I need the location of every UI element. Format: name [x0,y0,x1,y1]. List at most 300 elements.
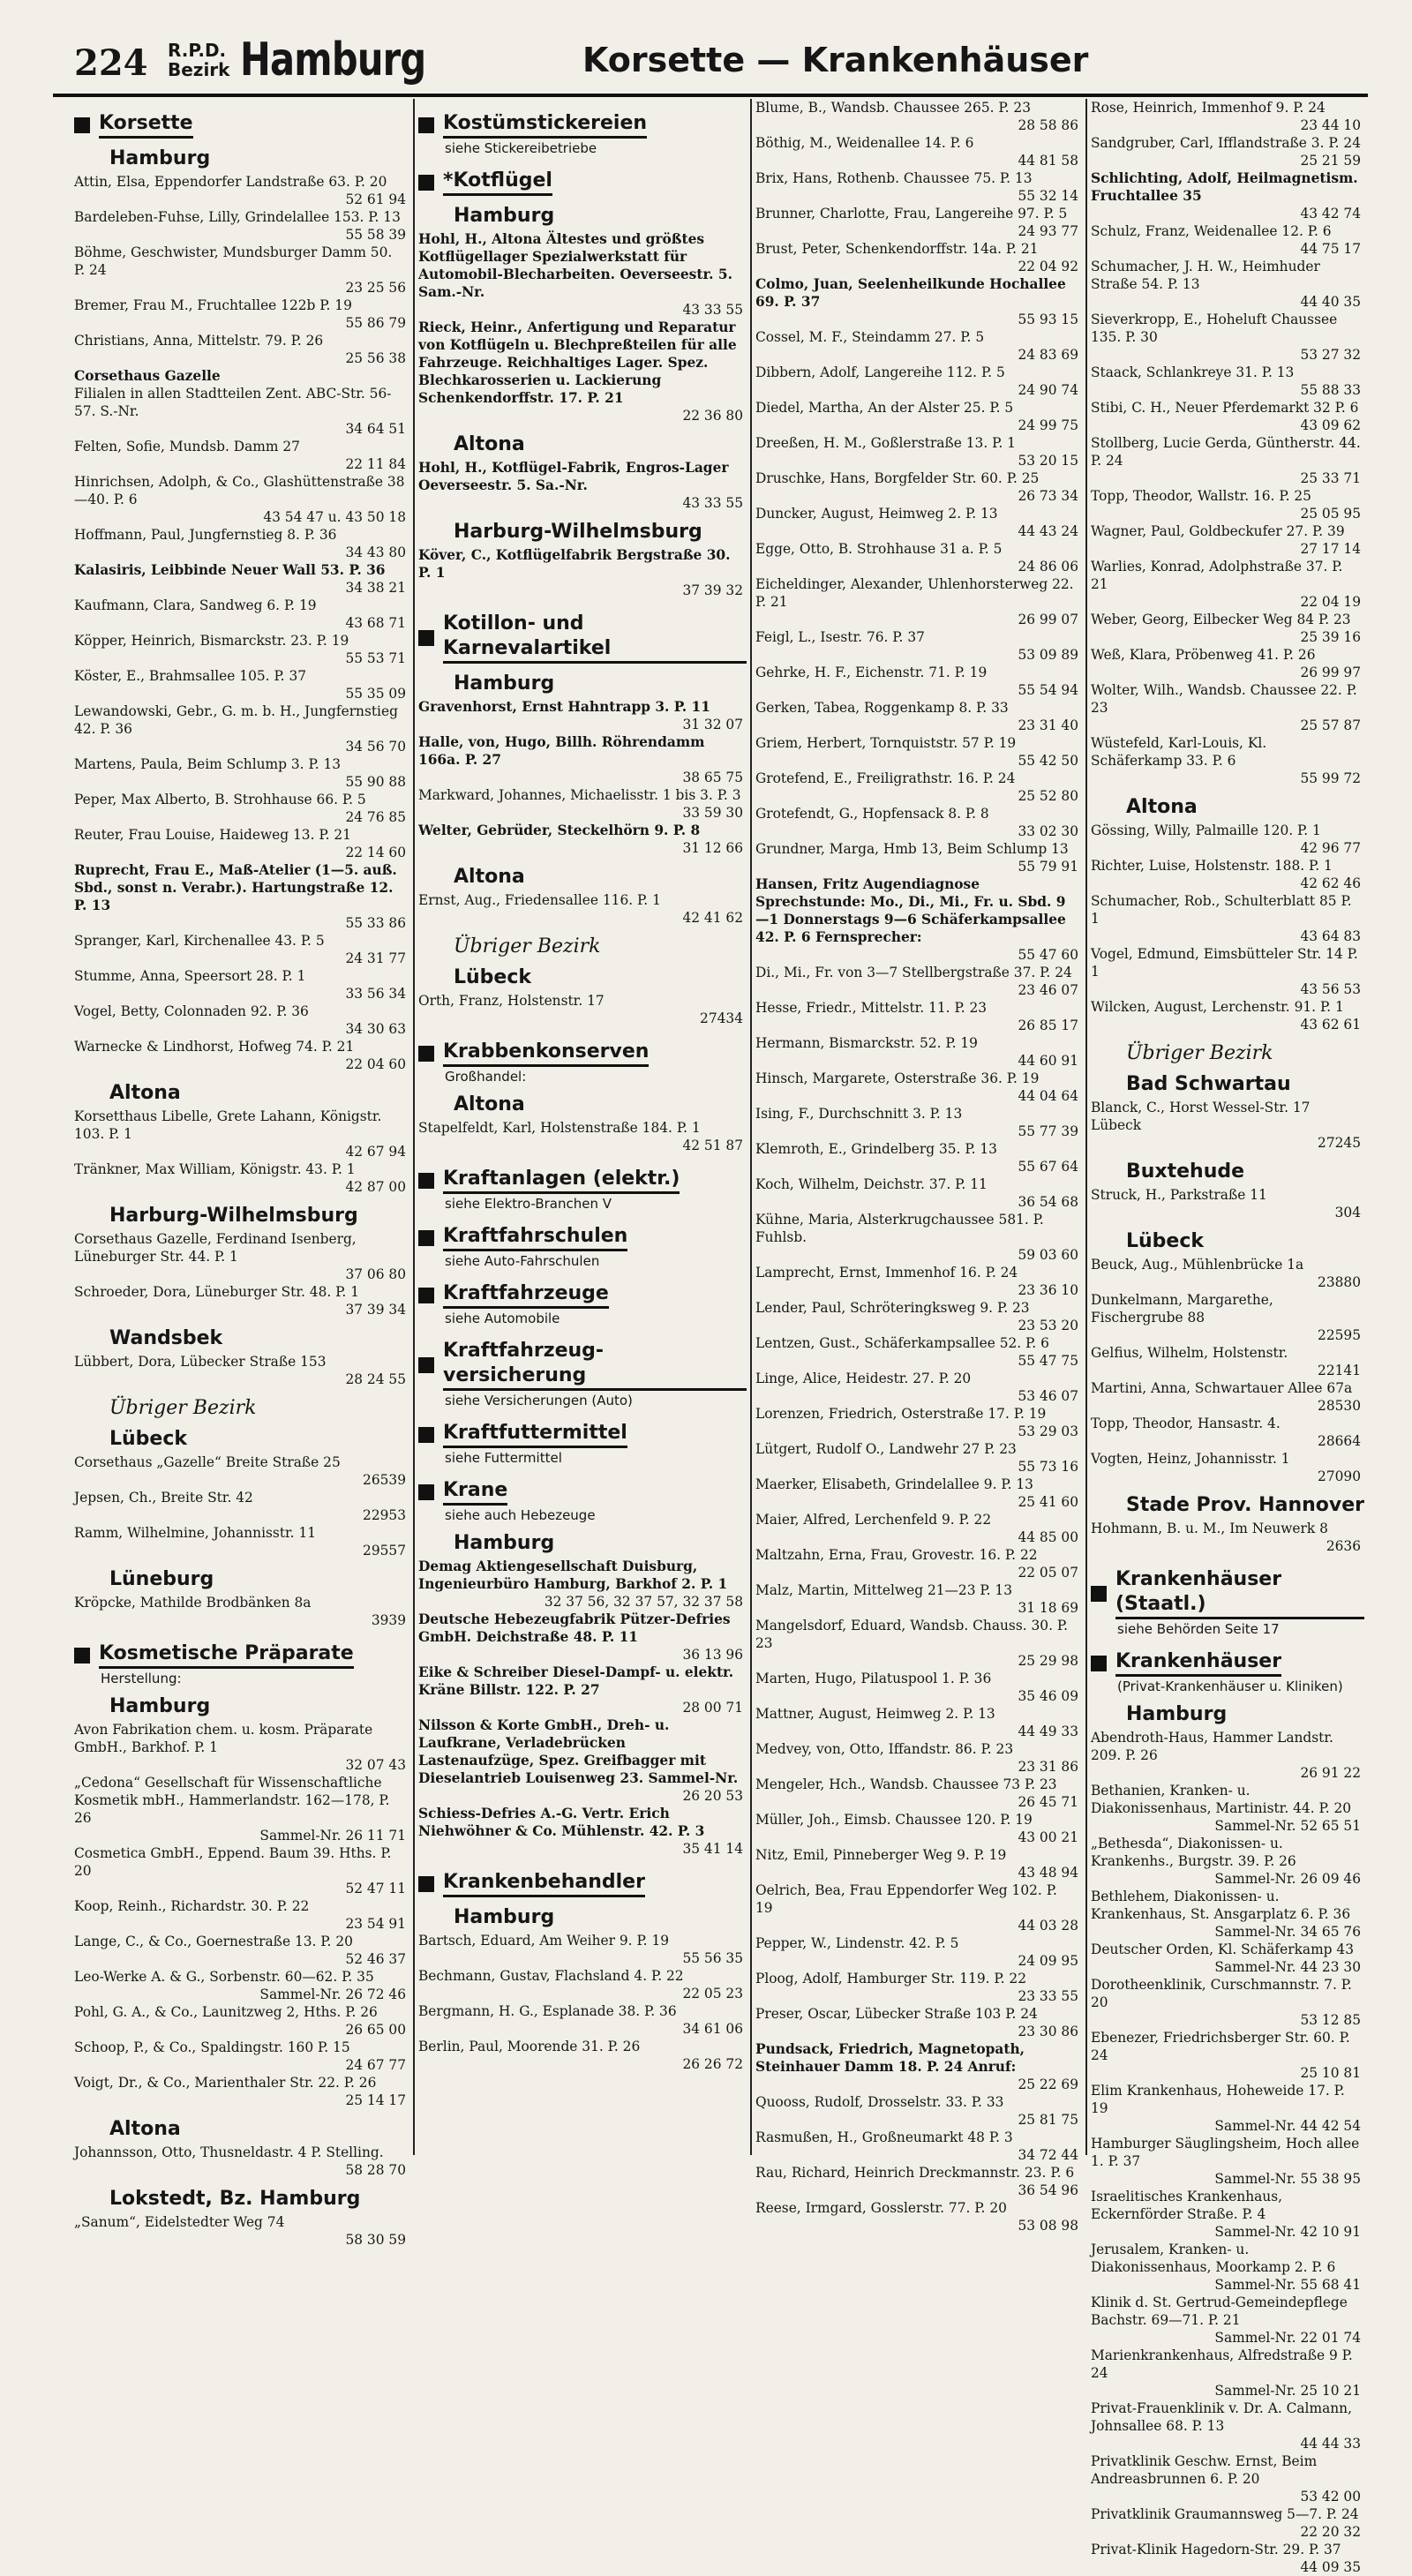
list-item [755,1881,1082,1934]
phone-number: 22 36 80 [682,408,743,424]
locality-heading: Übriger Bezirk [454,935,601,958]
phone-number: 31 18 69 [1018,1600,1078,1616]
phone-number: 42 41 62 [682,910,743,926]
phone-number: 55 93 15 [1018,312,1078,327]
entry-name: Ruprecht, Frau E., Maß-Atelier (1—5. auß. Sbd., sonst n. Verabr.). Hartungstraße 12. P. 13 [74,862,397,913]
list-item [74,385,409,438]
entry-name: Pepper, W., Lindenstr. 42. P. 5 [755,1935,959,1951]
section-heading [1091,1649,1364,1694]
entry-name: Martini, Anna, Schwartauer Allee 67a [1091,1380,1353,1396]
section-square-icon [1091,1656,1107,1671]
entry-name: Hoffmann, Paul, Jungfernstieg 8. P. 36 [74,527,337,543]
section-title: Krabbenkonserven [443,1040,649,1067]
list-item [74,597,409,632]
phone-number: 37 39 34 [345,1302,406,1318]
locality-heading: Hamburg [454,205,555,227]
phone-number: 36 13 96 [682,1647,743,1663]
locality-heading: Stade Prov. Hannover [1126,1494,1364,1516]
list-item [755,1105,1082,1140]
phone-number: 23 53 20 [1018,1318,1078,1333]
entry-name: Blume, B., Wandsb. Chaussee 265. P. 23 [755,100,1032,116]
entry-name: Schiess-Defries A.-G. Vertr. Erich Niehwöhner & Co. Mühlenstr. 42. P. 3 [418,1806,705,1839]
entry-name: Brust, Peter, Schenkendorffstr. 14a. P. 21 [755,241,1039,257]
phone-number: 24 31 77 [345,950,406,966]
entry-name: Koch, Wilhelm, Deichstr. 37. P. 11 [755,1176,988,1192]
entry-name: Demag Aktiengesellschaft Duisburg, Ingenieurbüro Hamburg, Barkhof 2. P. 1 [418,1558,728,1592]
phone-number: 55 77 39 [1018,1123,1078,1139]
phone-number: 42 51 87 [682,1138,743,1153]
phone-number: 38 65 75 [682,770,743,785]
phone-number: 33 56 34 [345,986,406,1002]
entry-name: Schoop, P., & Co., Spaldingstr. 160 P. 15 [74,2039,350,2055]
list-item [418,1805,747,1858]
phone-number: 23 33 55 [1018,1988,1078,2004]
phone-number: 55 90 88 [345,774,406,790]
list-item [74,2074,409,2109]
phone-number: 36 54 68 [1018,1194,1078,1210]
entry-name: Peper, Max Alberto, B. Strohhause 66. P. 5 [74,792,366,807]
list-item [755,2199,1082,2234]
entry-name: Wolter, Wilh., Wandsb. Chaussee 22. P. 23 [1091,682,1357,716]
phone-number: 44 40 35 [1300,294,1361,310]
section-heading [418,1167,747,1212]
section-subtitle: siehe Elektro-Branchen V [445,1196,612,1212]
section-subtitle: Herstellung: [101,1671,182,1686]
section-heading [418,612,747,664]
phone-number: 55 32 14 [1018,188,1078,204]
phone-number: 35 41 14 [682,1841,743,1857]
locality-heading: Harburg-Wilhelmsburg [454,521,702,543]
phone-number: 26 45 71 [1018,1794,1078,1810]
list-item [1091,945,1364,998]
column-3 [755,99,1082,2234]
entry-name: Ising, F., Durchschnitt 3. P. 13 [755,1106,963,1122]
section-title: Korsette — Krankenhäuser [582,41,1089,79]
section-subtitle: siehe Automobile [445,1311,560,1326]
locality-heading: Hamburg [109,1695,211,1717]
entry-name: Feigl, L., Isestr. 76. P. 37 [755,629,925,645]
entry-name: Voigt, Dr., & Co., Marienthaler Str. 22. P. 26 [74,2075,377,2091]
phone-number: 32 37 56, 32 37 57, 32 37 58 [544,1594,743,1610]
entry-name: Gelfius, Wilhelm, Holstenstr. [1091,1345,1288,1361]
phone-number: 23 36 10 [1018,1282,1078,1298]
section-title: *Kotflügel [443,169,552,196]
list-item [755,1670,1082,1705]
phone-number: 55 56 35 [682,1950,743,1966]
phone-number: 26 91 22 [1300,1765,1361,1781]
entry-name: Gravenhorst, Ernst Hahntrapp 3. P. 11 [418,699,710,715]
list-item [1091,487,1364,522]
entry-name: Kröpcke, Mathilde Brodbänken 8a [74,1595,312,1611]
phone-number: Sammel-Nr. 25 10 21 [1214,2383,1361,2399]
list-item [1091,2082,1364,2135]
list-item [755,540,1082,575]
phone-number: 44 60 91 [1018,1053,1078,1069]
entry-name: Marten, Hugo, Pilatuspool 1. P. 36 [755,1671,992,1686]
phone-number: Sammel-Nr. 55 68 41 [1214,2277,1361,2293]
phone-number: 43 00 21 [1018,1829,1078,1845]
entry-name: Corsethaus Gazelle [74,368,221,384]
list-item [755,1299,1082,1334]
entry-name: Lamprecht, Ernst, Immenhof 16. P. 24 [755,1265,1018,1280]
list-item [755,505,1082,540]
list-item [1091,1344,1364,1379]
entry-name: Malz, Martin, Mittelweg 21—23 P. 13 [755,1582,1013,1598]
phone-number: 34 61 06 [682,2021,743,2037]
entry-name: Privat-Frauenklinik v. Dr. A. Calmann, Johnsallee 68. P. 13 [1091,2400,1352,2434]
list-item [1091,2241,1364,2294]
section-title: Kraftfahrschulen [443,1224,627,1251]
phone-number: 25 41 60 [1018,1494,1078,1510]
entry-name: Schumacher, J. H. W., Heimhuder Straße 54. P. 13 [1091,259,1320,292]
entry-name: Sandgruber, Carl, Ifflandstraße 3. P. 24 [1091,135,1361,151]
list-item [755,99,1082,134]
list-item [755,1846,1082,1881]
list-item [755,575,1082,628]
list-item [1091,646,1364,681]
list-item [755,2129,1082,2164]
entry-name: Cossel, M. F., Steindamm 27. P. 5 [755,329,985,345]
phone-number: 26 26 72 [682,2056,743,2072]
entry-name: Gössing, Willy, Palmaille 120. P. 1 [1091,822,1321,838]
list-item [74,1353,409,1388]
phone-number: 26539 [363,1472,406,1488]
phone-number: 23 31 86 [1018,1759,1078,1775]
phone-number: 55 79 91 [1018,859,1078,875]
phone-number: 28 58 86 [1018,117,1078,133]
phone-number: 22 05 07 [1018,1565,1078,1581]
list-item [1091,2541,1364,2576]
section-heading [418,1478,747,1523]
list-item [755,1934,1082,1970]
entry-name: Wüstefeld, Karl-Louis, Kl. Schäferkamp 33. P. 6 [1091,735,1267,769]
list-item [755,399,1082,434]
list-item [755,1405,1082,1440]
section-heading [418,1421,747,1466]
list-item [74,526,409,561]
entry-name: Grotefend, E., Freiligrathstr. 16. P. 24 [755,770,1016,786]
list-item [74,2039,409,2074]
entry-name: Rose, Heinrich, Immenhof 9. P. 24 [1091,100,1326,116]
phone-number: 25 81 75 [1018,2112,1078,2128]
section-title-row [418,1478,747,1506]
phone-number: 26 65 00 [345,2022,406,2038]
section-title-row [418,1040,747,1067]
entry-name: Weß, Klara, Pröbenweg 41. P. 26 [1091,647,1316,663]
column-1 [74,99,409,2248]
list-item [74,1933,409,1968]
phone-number: 26 99 07 [1018,612,1078,627]
list-item [1091,2294,1364,2347]
phone-number: 34 64 51 [345,421,406,437]
phone-number: 3939 [371,1612,406,1628]
entry-name: Köster, E., Brahmsallee 105. P. 37 [74,668,307,684]
entry-name: Halle, von, Hugo, Billh. Röhrendamm 166a. P. 27 [418,734,705,768]
phone-number: 43 33 55 [682,495,743,511]
entry-name: Linge, Alice, Heidestr. 27. P. 20 [755,1371,972,1386]
phone-number: 28 24 55 [345,1371,406,1387]
list-item [74,1489,409,1524]
phone-number: 34 43 80 [345,544,406,560]
phone-number: 37 06 80 [345,1266,406,1282]
section-square-icon [418,1288,434,1303]
list-item [1091,2347,1364,2400]
entry-name: Stibi, C. H., Neuer Pferdemarkt 32 P. 6 [1091,400,1359,416]
list-item [1091,822,1364,857]
list-item [755,2005,1082,2040]
list-item [755,469,1082,505]
locality-heading: Lübeck [109,1428,188,1450]
list-item [74,1844,409,1897]
entry-name: Attin, Elsa, Eppendorfer Landstraße 63. P. 20 [74,174,387,190]
section-subtitle: siehe Auto-Fahrschulen [445,1253,600,1269]
list-item [74,1038,409,1073]
list-item [1091,2400,1364,2452]
entry-name: Bardeleben-Fuhse, Lilly, Grindelallee 153. P. 13 [74,209,401,225]
section-subtitle: siehe Behörden Seite 17 [1117,1621,1280,1637]
list-item [418,319,747,424]
phone-number: 27090 [1318,1468,1361,1484]
list-item [755,134,1082,169]
list-item [74,861,409,932]
section-title-row [418,612,747,664]
entry-name: Köver, C., Kotflügelfabrik Bergstraße 30. P. 1 [418,547,731,581]
phone-number: 22 04 19 [1300,594,1361,610]
entry-name: Filialen in allen Stadtteilen Zent. ABC-Str. 56-57. S.-Nr. [74,386,392,419]
list-item [1091,1888,1364,1941]
entry-name: Gehrke, H. F., Eichenstr. 71. P. 19 [755,665,988,680]
list-item [755,999,1082,1034]
phone-number: 22 04 92 [1018,259,1078,274]
entry-name: Bechmann, Gustav, Flachsland 4. P. 22 [418,1968,684,1984]
section-heading [418,1224,747,1269]
section-title: Kraftfahrzeuge [443,1281,609,1309]
entry-name: Warnecke & Lindhorst, Hofweg 74. P. 21 [74,1039,355,1055]
list-item [1091,2029,1364,2082]
locality-heading: Übriger Bezirk [109,1397,257,1419]
entry-name: Lange, C., & Co., Goernestraße 13. P. 20 [74,1934,353,1949]
section-subtitle: (Privat-Krankenhäuser u. Kliniken) [1117,1679,1343,1694]
list-item [74,1897,409,1933]
section-square-icon [74,1648,90,1664]
phone-number: 42 67 94 [345,1144,406,1160]
entry-name: Lütgert, Rudolf O., Landwehr 27 P. 23 [755,1441,1017,1457]
entry-name: Pohl, G. A., & Co., Launitzweg 2, Hths. P. 26 [74,2004,378,2020]
entry-name: Marienkrankenhaus, Alfredstraße 9 P. 24 [1091,2347,1353,2381]
column-4 [1091,99,1364,2575]
section-heading [418,1040,747,1085]
phone-number: 53 42 00 [1300,2489,1361,2505]
entry-name: Reuter, Frau Louise, Haideweg 13. P. 21 [74,827,351,843]
list-item [74,2213,409,2249]
phone-number: 44 43 24 [1018,523,1078,539]
entry-name: Hamburger Säuglingsheim, Hoch allee 1. P. 37 [1091,2136,1360,2169]
locality-heading: Hamburg [454,1532,555,1554]
entry-name: Bremer, Frau M., Fruchtallee 122b P. 19 [74,297,352,313]
list-item [755,2164,1082,2199]
list-item [74,1721,409,1774]
section-heading [74,111,409,139]
locality-heading: Hamburg [454,1906,555,1928]
locality-heading: Harburg-Wilhelmsburg [109,1205,358,1227]
phone-number: 43 54 47 u. 43 50 18 [263,509,406,525]
locality-heading: Altona [454,1093,525,1115]
entry-name: Müller, Joh., Eimsb. Chaussee 120. P. 19 [755,1812,1033,1828]
list-item [74,826,409,861]
phone-number: 24 93 77 [1018,223,1078,239]
list-item [1091,857,1364,892]
list-item [755,1546,1082,1581]
phone-number: 23 30 86 [1018,2024,1078,2039]
phone-number: 55 58 39 [345,227,406,243]
entry-name: Wilcken, August, Lerchenstr. 91. P. 1 [1091,999,1344,1015]
phone-number: 26 73 34 [1018,488,1078,504]
phone-number: 29557 [363,1543,406,1558]
phone-number: 22 04 60 [345,1056,406,1072]
column-divider [750,99,752,2155]
list-item [755,664,1082,699]
list-item [74,1283,409,1318]
entry-name: Rau, Richard, Heinrich Dreckmannstr. 23. P. 6 [755,2165,1075,2181]
entry-name: Gerken, Tabea, Roggenkamp 8. P. 33 [755,700,1009,716]
entry-name: Griem, Herbert, Tornquiststr. 57 P. 19 [755,735,1017,751]
section-title-row [74,1641,409,1669]
entry-name: Kühne, Maria, Alsterkrugchaussee 581. P. Fuhlsb. [755,1212,1044,1245]
page-header [53,32,1368,97]
entry-name: Ernst, Aug., Friedensallee 116. P. 1 [418,892,661,908]
phone-number: 34 72 44 [1018,2147,1078,2163]
entry-name: Grotefendt, G., Hopfensack 8. P. 8 [755,806,989,822]
entry-name: Wagner, Paul, Goldbeckufer 27. P. 39 [1091,523,1345,539]
list-item [418,2002,747,2038]
list-item [1091,1782,1364,1835]
entry-name: Brix, Hans, Rothenb. Chaussee 75. P. 13 [755,170,1033,186]
phone-number: 55 88 33 [1300,382,1361,398]
locality-heading: Lüneburg [109,1568,214,1590]
entry-name: Beuck, Aug., Mühlenbrücke 1a [1091,1257,1304,1273]
list-item [1091,399,1364,434]
phone-number: 31 32 07 [682,717,743,732]
list-item [418,786,747,822]
phone-number: 43 56 53 [1300,981,1361,997]
section-square-icon [418,1230,434,1246]
list-item [74,1160,409,1196]
list-item [74,1108,409,1160]
phone-number: 25 57 87 [1300,717,1361,733]
list-item [1091,1186,1364,1221]
phone-number: Sammel-Nr. 26 11 71 [259,1828,406,1844]
list-item [755,1175,1082,1211]
phone-number: Sammel-Nr. 52 65 51 [1214,1818,1361,1834]
list-item [755,1617,1082,1670]
list-item [755,1070,1082,1105]
list-item [755,1705,1082,1740]
list-item [74,932,409,967]
section-heading [418,1870,747,1897]
entry-name: Hinrichsen, Adolph, & Co., Glashüttenstraße 38—40. P. 6 [74,474,405,507]
list-item [418,230,747,319]
phone-number: 52 46 37 [345,1951,406,1967]
entry-name: Warlies, Konrad, Adolphstraße 37. P. 21 [1091,559,1343,592]
locality-heading: Hamburg [1126,1703,1228,1725]
list-item [755,434,1082,469]
entry-name: Spranger, Karl, Kirchenallee 43. P. 5 [74,933,325,949]
list-item [1091,892,1364,945]
list-item [755,699,1082,734]
list-item [1091,1099,1364,1152]
phone-number: 26 99 97 [1300,665,1361,680]
list-item [74,702,409,755]
locality-heading: Wandsbek [109,1327,223,1349]
list-item [74,967,409,1003]
locality-heading: Lokstedt, Bz. Hamburg [109,2188,361,2210]
list-item [74,1453,409,1489]
entry-name: Koop, Reinh., Richardstr. 30. P. 22 [74,1898,310,1914]
phone-number: 33 59 30 [682,805,743,821]
phone-number: 27 17 14 [1300,541,1361,557]
phone-number: 25 56 38 [345,350,406,366]
column-divider [413,99,415,2155]
section-heading [74,1641,409,1686]
phone-number: 27245 [1318,1135,1361,1151]
phone-number: 44 75 17 [1300,241,1361,257]
entry-name: Ploog, Adolf, Hamburger Str. 119. P. 22 [755,1971,1026,1986]
section-subtitle: siehe Versicherungen (Auto) [445,1393,633,1408]
entry-name: Köpper, Heinrich, Bismarckstr. 23. P. 19 [74,633,349,649]
section-title-row [418,1224,747,1251]
list-item [1091,1729,1364,1782]
entry-name: „Cedona“ Gesellschaft für Wissenschaftliche Kosmetik mbH., Hammerlandstr. 162—178, P. 26 [74,1775,390,1826]
entry-name: Stapelfeldt, Karl, Holstenstraße 184. P. 1 [418,1120,701,1136]
section-title-row [418,169,747,196]
entry-name: Di., Mi., Fr. von 3—7 Stellbergstraße 37. P. 24 [755,965,1072,980]
section-title-row [418,111,747,139]
list-item [74,1230,409,1283]
list-item [755,1370,1082,1405]
list-item [755,734,1082,770]
list-item [74,1594,409,1629]
phone-number: 55 53 71 [345,650,406,666]
entry-name: Topp, Theodor, Wallstr. 16. P. 25 [1091,488,1311,504]
list-item [74,755,409,791]
entry-name: Orth, Franz, Holstenstr. 17 [418,993,605,1009]
phone-number: 25 33 71 [1300,470,1361,486]
entry-name: Dunkelmann, Margarethe, Fischergrube 88 [1091,1292,1273,1326]
entry-name: Hansen, Fritz Augendiagnose Sprechstunde: Mo., Di., Mi., Fr. u. Sbd. 9—1 Donnerstags 9—6 Schäferkampsallee 42. P. 6 Fernsprecher: [755,876,1066,945]
phone-number: Sammel-Nr. 55 38 95 [1214,2171,1361,2187]
phone-number: 53 27 32 [1300,347,1361,363]
phone-number: 23 44 10 [1300,117,1361,133]
entry-name: Stumme, Anna, Speersort 28. P. 1 [74,968,306,984]
list-item [74,1524,409,1559]
phone-number: 22 14 60 [345,845,406,860]
entry-name: Bartsch, Eduard, Am Weiher 9. P. 19 [418,1933,670,1949]
list-item [1091,611,1364,646]
section-heading [418,1339,747,1408]
list-item [1091,558,1364,611]
section-heading [418,1281,747,1326]
phone-number: 58 30 59 [345,2232,406,2248]
entry-name: Kalasiris, Leibbinde Neuer Wall 53. P. 36 [74,562,386,578]
entry-name: Schulz, Franz, Weidenallee 12. P. 6 [1091,223,1332,239]
locality-heading: Altona [454,866,525,888]
entry-name: Bergmann, H. G., Esplanade 38. P. 36 [418,2003,677,2019]
locality-heading: Hamburg [454,672,555,695]
phone-number: 55 47 75 [1018,1353,1078,1369]
phone-number: 34 38 21 [345,580,406,596]
list-item [418,1664,747,1716]
phone-number: 24 90 74 [1018,382,1078,398]
